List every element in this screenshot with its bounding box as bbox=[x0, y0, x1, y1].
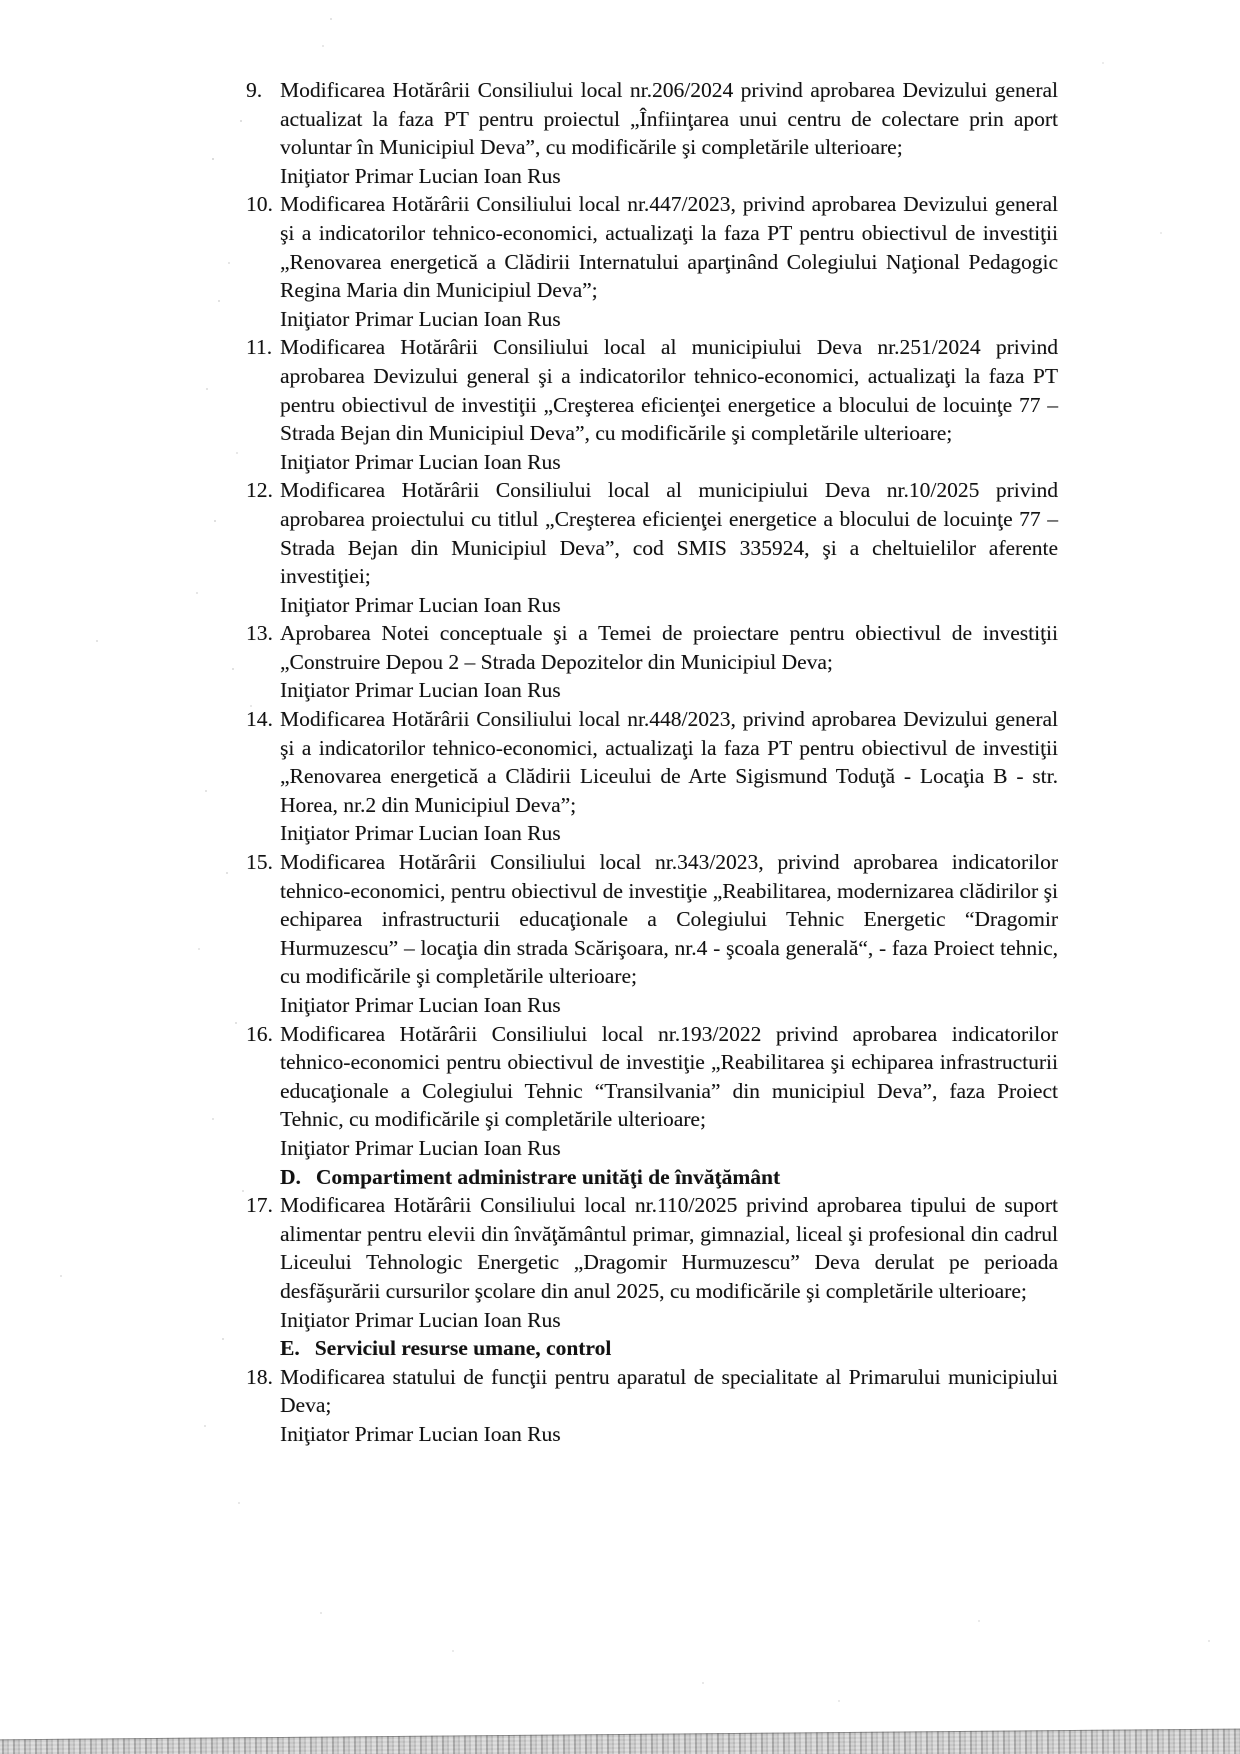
item-number: 11. bbox=[246, 335, 273, 360]
item-number: 9. bbox=[246, 78, 263, 102]
item-text: Modificarea Hotărârii Consiliului local al municipiului Deva nr.251/2024 privind aprobarea Devizului general şi a indicatorilor tehnico-economici, actualizaţi la faza PT pentru obiectivul de investiţii „Creşterea eficienţei energetice a blocului de locuinţe 77 – Strada Bejan din Municipiul Deva”, cu modificările şi completările ulterioare; bbox=[280, 335, 1058, 446]
item-initiator: Iniţiator Primar Lucian Ioan Rus bbox=[280, 1135, 561, 1160]
section-heading-d bbox=[280, 1163, 1058, 1192]
item-text: Modificarea Hotărârii Consiliului local nr.110/2025 privind aprobarea tipului de suport alimentar pentru elevii din învăţământul primar, gimnazial, liceal şi profesional din cadrul Liceului Tehnologic Energetic „Dragomir Hurmuzescu” Deva derulat pe perioada desfăşurării cursurilor şcolare din anul 2025, cu modificările şi completările ulterioare; bbox=[280, 1193, 1058, 1303]
section-letter: D. bbox=[280, 1164, 301, 1189]
section-heading-e bbox=[280, 1334, 1058, 1363]
agenda-item-18 bbox=[246, 1363, 1058, 1449]
item-text: Modificarea Hotărârii Consiliului local nr.448/2023, privind aprobarea Devizului general şi a indicatorilor tehnico-economici, actualizaţi la faza PT pentru obiectivul de investiţii „Renovarea energetică a Clădirii Liceului de Arte Sigismund Toduţă - Locaţia B - str. Horea, nr.2 din Municipiul Deva”; bbox=[280, 707, 1058, 817]
item-initiator: Iniţiator Primar Lucian Ioan Rus bbox=[280, 678, 561, 703]
item-number: 13. bbox=[246, 621, 273, 646]
item-initiator: Iniţiator Primar Lucian Ioan Rus bbox=[280, 821, 561, 846]
item-text: Modificarea statului de funcţii pentru aparatul de specialitate al Primarului municipiului Deva; bbox=[280, 1364, 1058, 1418]
agenda-item-13 bbox=[246, 619, 1058, 705]
item-text: Modificarea Hotărârii Consiliului local nr.193/2022 privind aprobarea indicatorilor tehnico-economici pentru obiectivul de investiţie „Reabilitarea şi echiparea infrastructurii educaţionale a Colegiului Tehnic “Transilvania” din municipiul Deva”, faza Proiect Tehnic, cu modificările şi completările ulterioare; bbox=[280, 1021, 1058, 1132]
item-text: Modificarea Hotărârii Consiliului local nr.206/2024 privind aprobarea Devizului general actualizat la faza PT pentru proiectul „Înfiinţarea unui centru de colectare prin aport voluntar în Municipiul Deva”, cu modificările şi completările ulterioare; bbox=[280, 78, 1058, 160]
agenda-item-11 bbox=[246, 333, 1058, 476]
item-initiator: Iniţiator Primar Lucian Ioan Rus bbox=[280, 306, 561, 331]
item-initiator: Iniţiator Primar Lucian Ioan Rus bbox=[280, 449, 561, 474]
agenda-item-9 bbox=[246, 76, 1058, 190]
item-text: Modificarea Hotărârii Consiliului local al municipiului Deva nr.10/2025 privind aprobarea proiectului cu titlul „Creşterea eficienţei energetice a blocului de locuinţe 77 – Strada Bejan din Municipiul Deva”, cod SMIS 335924, şi a cheltuielilor aferente investiţiei; bbox=[280, 478, 1058, 589]
item-initiator: Iniţiator Primar Lucian Ioan Rus bbox=[280, 163, 561, 188]
item-text: Modificarea Hotărârii Consiliului local nr.447/2023, privind aprobarea Devizului general şi a indicatorilor tehnico-economici, actualizaţi la faza PT pentru obiectivul de investiţii „Renovarea energetică a Clădirii Internatului aparţinând Colegiului Naţional Pedagogic Regina Maria din Municipiul Deva”; bbox=[280, 192, 1058, 303]
item-number: 16. bbox=[246, 1021, 273, 1046]
agenda-item-16 bbox=[246, 1020, 1058, 1163]
agenda-item-12 bbox=[246, 476, 1058, 619]
scan-noise bbox=[0, 0, 2, 2]
agenda-item-10 bbox=[246, 190, 1058, 333]
item-initiator: Iniţiator Primar Lucian Ioan Rus bbox=[280, 1307, 561, 1332]
section-title: Compartiment administrare unităţi de învăţământ bbox=[315, 1164, 781, 1189]
item-number: 14. bbox=[246, 707, 273, 732]
item-number: 10. bbox=[246, 192, 273, 217]
item-number: 18. bbox=[246, 1364, 273, 1389]
item-number: 12. bbox=[246, 478, 273, 503]
agenda-item-15 bbox=[246, 848, 1058, 1020]
agenda-list bbox=[246, 76, 1058, 1449]
scan-page-edge bbox=[0, 1728, 1240, 1754]
agenda-item-17 bbox=[246, 1191, 1058, 1334]
item-text: Modificarea Hotărârii Consiliului local nr.343/2023, privind aprobarea indicatorilor tehnico-economici, pentru obiectivul de investiţie „Reabilitarea, modernizarea clădirilor şi echiparea infrastructurii educaţionale a Colegiului Tehnic Energetic “Dragomir Hurmuzescu” – locaţia din strada Scărişoara, nr.4 - şcoala generală“, - faza Proiect tehnic, cu modificările şi completările ulterioare; bbox=[280, 850, 1058, 989]
agenda-item-14 bbox=[246, 705, 1058, 848]
item-initiator: Iniţiator Primar Lucian Ioan Rus bbox=[280, 592, 561, 617]
item-initiator: Iniţiator Primar Lucian Ioan Rus bbox=[280, 993, 561, 1017]
section-title: Serviciul resurse umane, control bbox=[314, 1336, 612, 1361]
item-text: Aprobarea Notei conceptuale şi a Temei de proiectare pentru obiectivul de investiţii „Construire Depou 2 – Strada Depozitelor din Municipiul Deva; bbox=[280, 621, 1058, 674]
section-letter: E. bbox=[280, 1336, 300, 1361]
item-number: 15. bbox=[246, 850, 273, 875]
item-initiator: Iniţiator Primar Lucian Ioan Rus bbox=[280, 1421, 561, 1446]
item-number: 17. bbox=[246, 1193, 273, 1218]
